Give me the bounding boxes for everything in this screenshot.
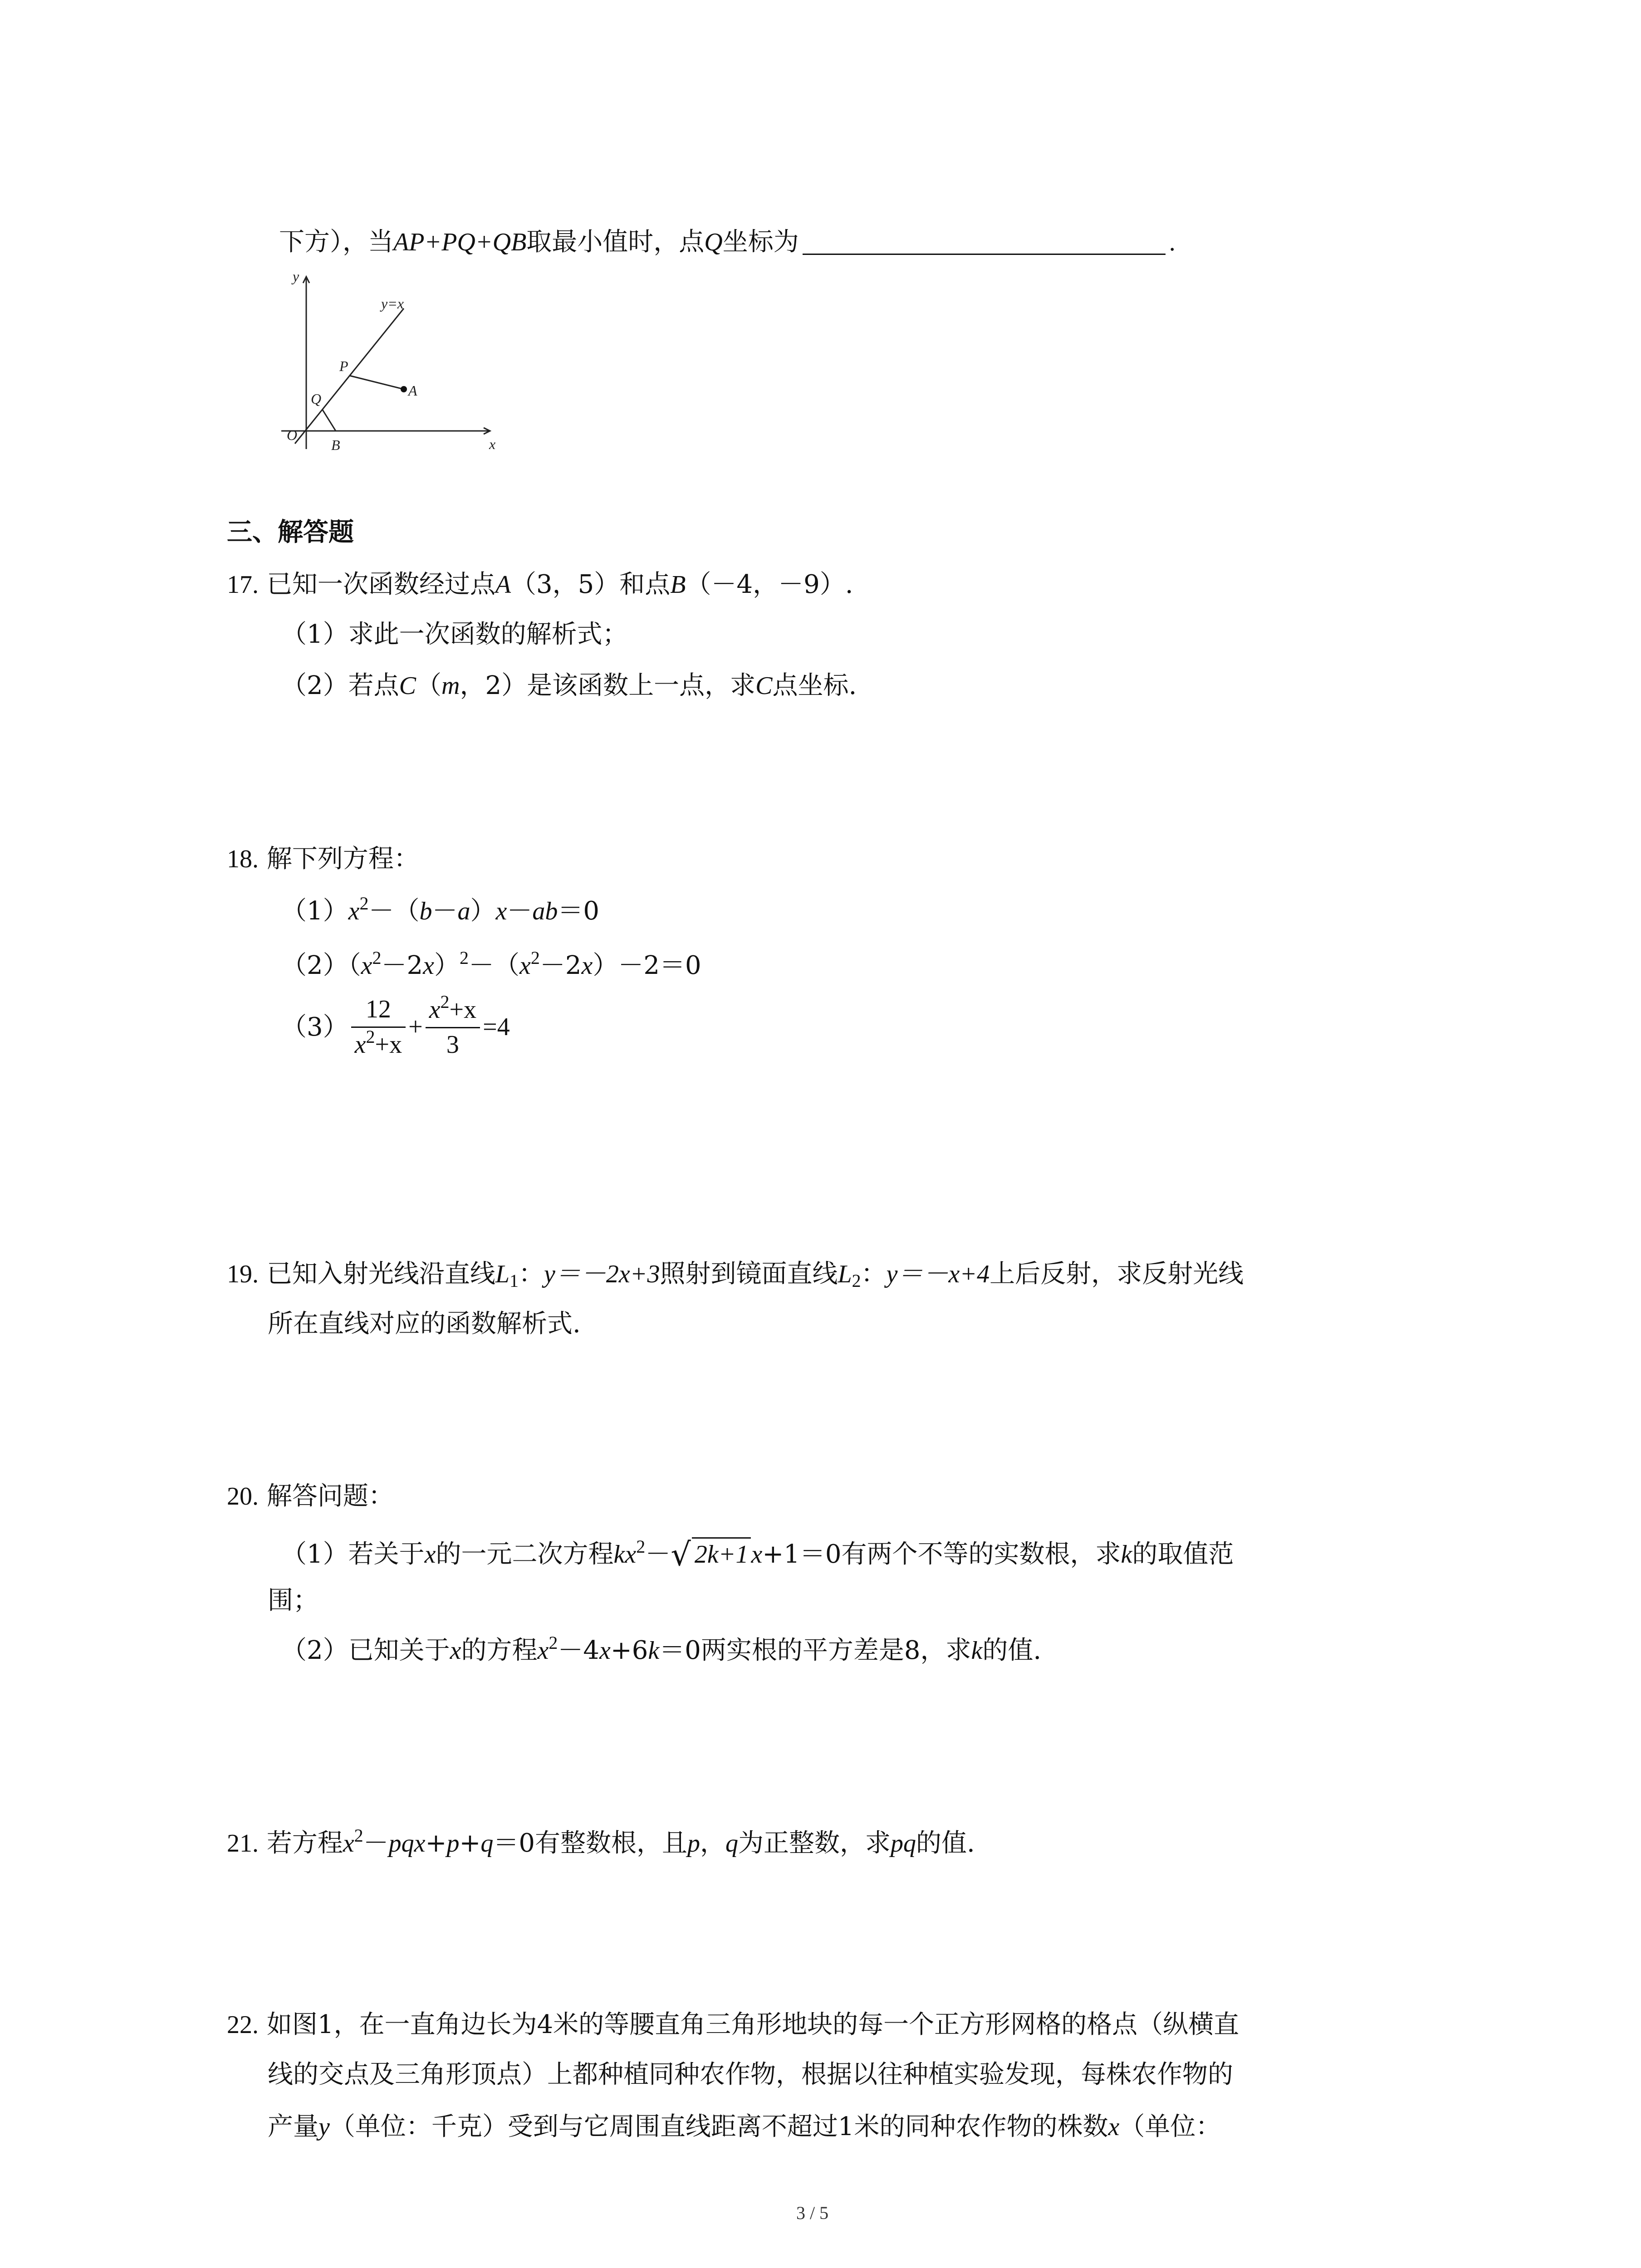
point-a-label: A: [408, 382, 417, 399]
segment-qb: [322, 409, 336, 431]
page-number: 3 / 5: [796, 2203, 829, 2223]
q22-line2: 线的交点及三角形顶点）上都种植同种农作物，根据以往种植实验发现，每株农作物的: [268, 2060, 1233, 2089]
fraction-1: $\frac{12}{x^2+x}$: [351, 996, 406, 1059]
point-b-label: B: [331, 437, 340, 453]
section-title: 三、解答题: [227, 518, 354, 547]
fraction-2: $\frac{x^2+x}{3}$: [426, 996, 480, 1059]
q20-part2: （2）已知关于x的方程$x^2-4x+6k=0$两实根的平方差是8，求k的值.: [281, 1633, 1042, 1665]
q17-part2: （2）若点C（m，2）是该函数上一点，求C点坐标.: [281, 671, 857, 700]
y-axis-label: y: [293, 268, 299, 284]
q20-part1-line2: 围；: [268, 1586, 318, 1615]
q19-stem: 19. 已知入射光线沿直线$L_1$：y＝－2x+3照射到镜面直线$L_2$：y＝－x+4上后反射，求反射光线: [227, 1259, 1244, 1291]
point-q-label: Q: [311, 391, 322, 407]
x-axis-label: x: [489, 436, 496, 452]
q22-line3: 产量y（单位：千克）受到与它周围直线距离不超过1米的同种农作物的株数x（单位：: [268, 2112, 1221, 2141]
q16-line: 下方），当AP+PQ+QB取最小值时，点Q坐标为 .: [279, 227, 1176, 257]
q18-stem: 18. 解下列方程：: [227, 844, 419, 874]
q21-stem: 21. 若方程$x^2-pqx+p+q=0$有整数根，且p，q为正整数，求pq的值.: [227, 1825, 975, 1858]
q17-part1: （1）求此一次函数的解析式；: [281, 620, 628, 649]
q18-eq2: $(2)(x^2-2x)^2-(x^2-2x)-2=0$: [281, 948, 701, 980]
q19-line2: 所在直线对应的函数解析式.: [268, 1309, 581, 1339]
answer-blank[interactable]: [803, 231, 1166, 255]
q18-eq1: $(1)x^2-(b-a)x-ab=0$: [281, 893, 599, 926]
coordinate-figure: [268, 268, 504, 458]
q17-stem: 17. 已知一次函数经过点A（3，5）和点B（－4，－9）.: [227, 570, 853, 599]
line-label: y=x: [381, 295, 404, 312]
point-p-label: P: [339, 358, 348, 374]
origin-label: O: [287, 427, 298, 443]
point-a: [401, 386, 407, 392]
segment-pa: [349, 376, 404, 389]
sqrt-icon: √: [671, 1536, 691, 1573]
q20-stem: 20. 解答问题：: [227, 1481, 394, 1511]
q22-line1: 22. 如图1，在一直角边长为4米的等腰直角三角形地块的每一个正方形网格的格点（纵横直: [227, 2010, 1239, 2039]
q18-eq3: （3） $\frac{12}{x^2+x}$ + $\frac{x^2+x}{3}$ =4: [281, 992, 510, 1059]
q20-part1: （1）若关于x的一元二次方程$kx^2-√$ 2k+1 x+1＝0有两个不等的实数根，求k的取值范: [281, 1536, 1234, 1573]
